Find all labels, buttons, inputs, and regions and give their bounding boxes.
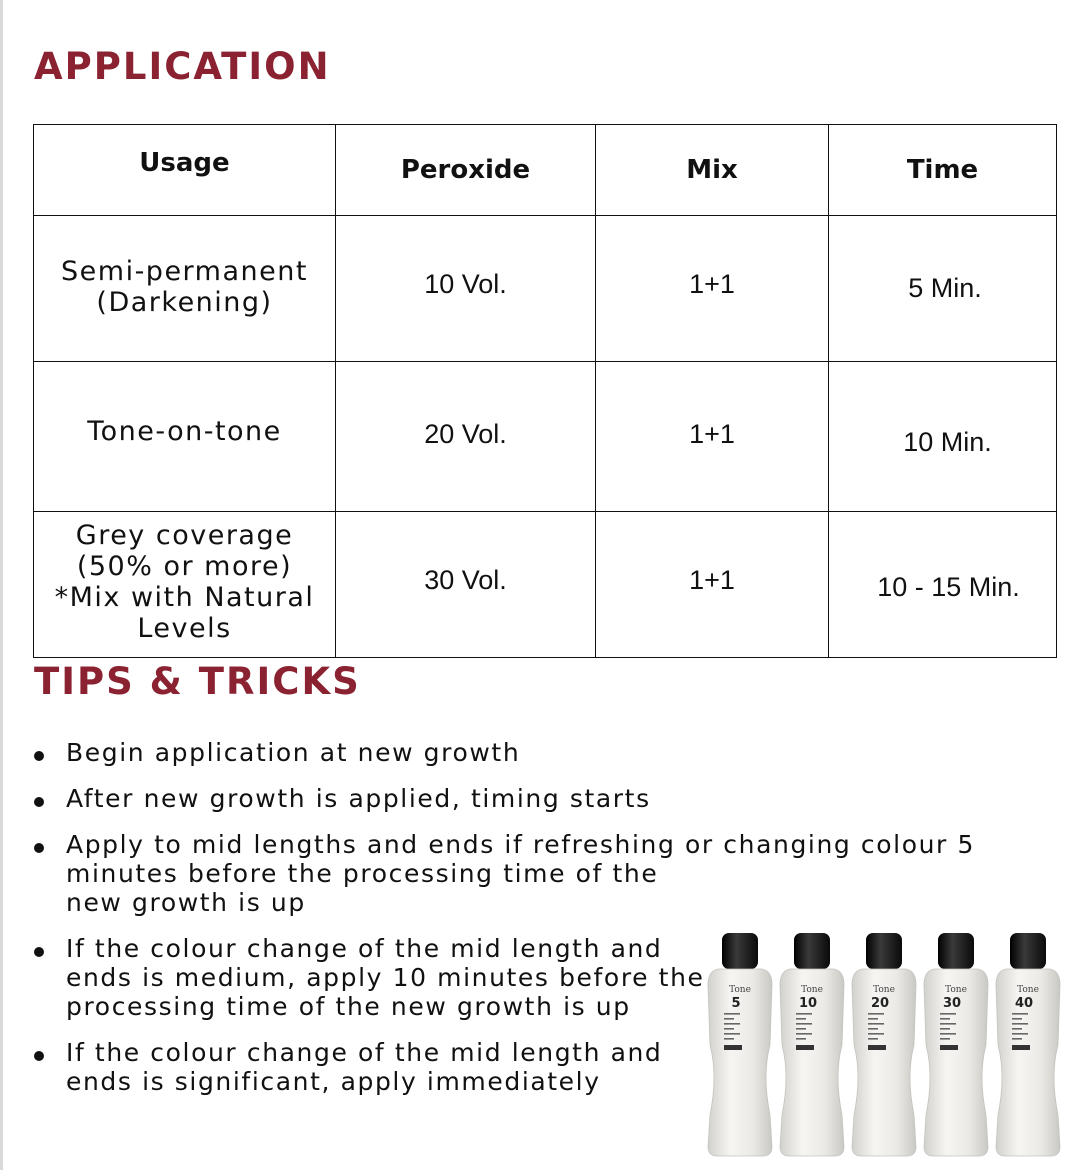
bottle-print-line bbox=[1012, 1028, 1022, 1030]
product-bottles-image bbox=[700, 925, 1070, 1165]
bottle-print-line bbox=[940, 1033, 956, 1035]
time-cell: 5 Min. bbox=[829, 216, 1057, 362]
bottle-5 bbox=[708, 933, 772, 1156]
bottle-print-line bbox=[868, 1023, 884, 1025]
bullet-icon bbox=[34, 1051, 44, 1061]
bottle-20 bbox=[852, 933, 916, 1156]
application-title: APPLICATION bbox=[34, 45, 331, 88]
tip-text: If the colour change of the mid length and ends is medium, apply 10 minutes before the processing time of the new growth is up bbox=[66, 934, 705, 1021]
bottle-print-line bbox=[1012, 1013, 1028, 1015]
bottle-volume-label: 10 bbox=[798, 996, 818, 1011]
bottle-barcode bbox=[724, 1045, 742, 1050]
bottle-print-line bbox=[796, 1038, 806, 1040]
table-row bbox=[34, 216, 1057, 362]
time-cell: 10 Min. bbox=[829, 362, 1057, 512]
bottle-print-line bbox=[724, 1023, 740, 1025]
bullet-icon bbox=[34, 797, 44, 807]
header-usage: Usage bbox=[34, 125, 336, 216]
bottle-print-line bbox=[796, 1028, 806, 1030]
peroxide-cell: 30 Vol. bbox=[336, 512, 596, 658]
bottle-print-line bbox=[868, 1028, 878, 1030]
bottle-volume-label: 5 bbox=[731, 996, 741, 1011]
bottle-brand-label: Tone bbox=[873, 985, 895, 995]
tip-text: If the colour change of the mid length and ends is significant, apply immediately bbox=[66, 1038, 663, 1096]
bottle-print-line bbox=[724, 1033, 740, 1035]
table-header-row bbox=[34, 125, 1057, 216]
bottle-print-line bbox=[940, 1013, 956, 1015]
bottle-40 bbox=[996, 933, 1060, 1156]
mix-cell: 1+1 bbox=[596, 362, 829, 512]
bottle-print-line bbox=[940, 1028, 950, 1030]
bottle-print-line bbox=[940, 1038, 950, 1040]
mix-cell: 1+1 bbox=[596, 216, 829, 362]
bottle-print-line bbox=[1012, 1023, 1028, 1025]
mix-cell: 1+1 bbox=[596, 512, 829, 658]
list-item bbox=[34, 830, 975, 917]
header-peroxide: Peroxide bbox=[336, 125, 596, 216]
usage-cell: Grey coverage (50% or more) *Mix with Natural Levels bbox=[34, 512, 336, 658]
bottle-print-line bbox=[1012, 1038, 1022, 1040]
bottle-barcode bbox=[1012, 1045, 1030, 1050]
tips-title: TIPS & TRICKS bbox=[34, 660, 361, 703]
peroxide-cell: 10 Vol. bbox=[336, 216, 596, 362]
bottle-barcode bbox=[796, 1045, 814, 1050]
bottle-print-line bbox=[724, 1018, 734, 1020]
bottle-print-line bbox=[868, 1038, 878, 1040]
bottle-30 bbox=[924, 933, 988, 1156]
bottle-volume-label: 40 bbox=[1014, 996, 1034, 1011]
bottle-print-line bbox=[796, 1013, 812, 1015]
bullet-icon bbox=[34, 947, 44, 957]
bottle-print-line bbox=[868, 1013, 884, 1015]
bottle-cap bbox=[722, 933, 758, 969]
bottle-print-line bbox=[940, 1018, 950, 1020]
list-item bbox=[34, 784, 975, 813]
header-time: Time bbox=[829, 125, 1057, 216]
bottle-brand-label: Tone bbox=[729, 985, 751, 995]
tip-text: Apply to mid lengths and ends if refreshing or changing colour 5 minutes before the processing time of the new growth is up bbox=[66, 830, 975, 917]
bottle-print-line bbox=[1012, 1033, 1028, 1035]
bottle-cap bbox=[794, 933, 830, 969]
usage-cell: Semi-permanent (Darkening) bbox=[34, 216, 336, 362]
bottle-print-line bbox=[796, 1033, 812, 1035]
bottle-print-line bbox=[1012, 1018, 1022, 1020]
bullet-icon bbox=[34, 843, 44, 853]
bottle-barcode bbox=[868, 1045, 886, 1050]
page-edge bbox=[0, 0, 3, 1170]
bottle-print-line bbox=[940, 1023, 956, 1025]
tip-text: Begin application at new growth bbox=[66, 738, 521, 767]
table-row bbox=[34, 512, 1057, 658]
bottle-print-line bbox=[724, 1038, 734, 1040]
usage-cell: Tone-on-tone bbox=[34, 362, 336, 512]
bottle-10 bbox=[780, 933, 844, 1156]
table-row bbox=[34, 362, 1057, 512]
bottle-print-line bbox=[868, 1033, 884, 1035]
bottle-print-line bbox=[796, 1018, 806, 1020]
list-item bbox=[34, 738, 975, 767]
bottle-print-line bbox=[796, 1023, 812, 1025]
bottle-print-line bbox=[868, 1018, 878, 1020]
bottle-print-line bbox=[724, 1013, 740, 1015]
bottle-brand-label: Tone bbox=[1017, 985, 1039, 995]
bottle-volume-label: 20 bbox=[870, 996, 890, 1011]
bottle-cap bbox=[938, 933, 974, 969]
time-cell: 10 - 15 Min. bbox=[829, 512, 1057, 658]
bottle-brand-label: Tone bbox=[801, 985, 823, 995]
peroxide-cell: 20 Vol. bbox=[336, 362, 596, 512]
bottle-brand-label: Tone bbox=[945, 985, 967, 995]
header-mix: Mix bbox=[596, 125, 829, 216]
bullet-icon bbox=[34, 751, 44, 761]
bottle-barcode bbox=[940, 1045, 958, 1050]
bottle-volume-label: 30 bbox=[942, 996, 962, 1011]
tip-text: After new growth is applied, timing starts bbox=[66, 784, 651, 813]
application-table bbox=[33, 124, 1057, 658]
bottle-cap bbox=[866, 933, 902, 969]
bottle-cap bbox=[1010, 933, 1046, 969]
bottle-print-line bbox=[724, 1028, 734, 1030]
